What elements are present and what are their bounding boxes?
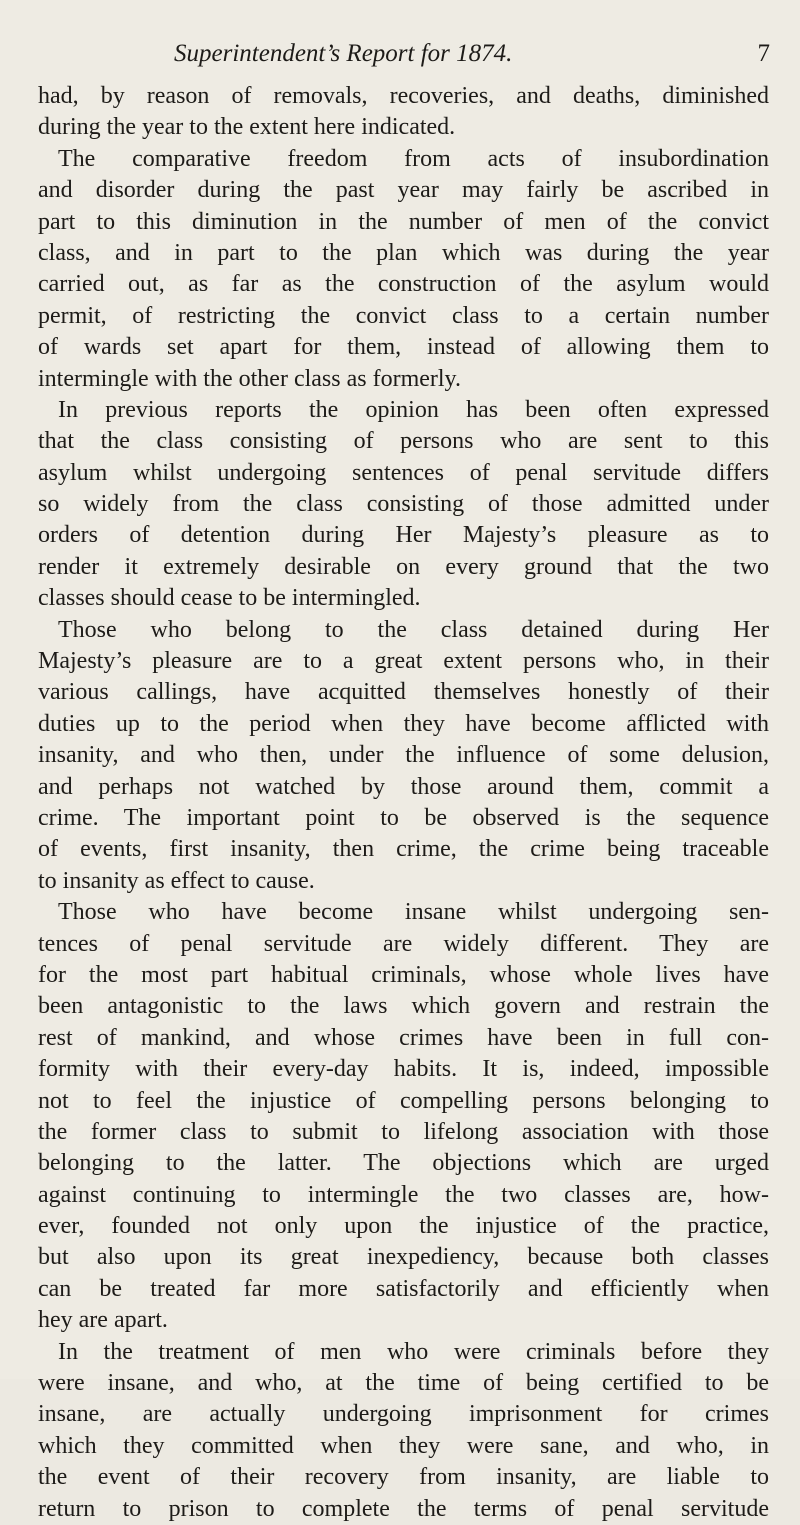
text-line: formity with their every-day habits. It is, indeed, impossible [38,1056,769,1083]
text-line: against continuing to intermingle the two classes are, how- [38,1181,769,1208]
running-header [100,34,770,74]
text-line: orders of detention during Her Majesty’s pleasure as to [38,522,769,549]
text-line: been antagonistic to the laws which govern and restrain the [38,993,769,1020]
text-line: ever, founded not only upon the injustice of the practice, [38,1213,769,1240]
text-line: of wards set apart for them, instead of allowing them to [38,334,769,361]
text-line: class, and in part to the plan which was during the year [38,239,769,266]
text-line: the former class to submit to lifelong association with those [38,1118,769,1145]
text-line: In previous reports the opinion has been often expressed [58,396,769,423]
text-line: duties up to the period when they have become afflicted with [38,710,769,737]
text-line: of events, first insanity, then crime, the crime being traceable [38,836,769,863]
running-title: Superintendent’s Report for 1874. [174,40,513,67]
text-line: part to this diminution in the number of men of the convict [38,208,769,235]
text-line: return to prison to complete the terms of penal servitude [38,1495,769,1522]
text-line: intermingle with the other class as formerly. [38,365,461,392]
text-line: that the class consisting of persons who are sent to this [38,428,769,455]
text-line: render it extremely desirable on every ground that the two [38,553,769,580]
text-line: so widely from the class consisting of those admitted under [38,491,769,518]
text-line: had, by reason of removals, recoveries, and deaths, diminished [38,83,769,109]
text-line: carried out, as far as the construction of the asylum would [38,271,769,298]
page-number: 7 [757,40,770,67]
text-line: were insane, and who, at the time of being certified to be [38,1370,769,1397]
text-line: In the treatment of men who were criminals before they [58,1338,769,1365]
text-line: which they committed when they were sane, and who, in [38,1432,769,1459]
text-line: and perhaps not watched by those around them, commit a [38,773,769,800]
text-line: and disorder during the past year may fairly be ascribed in [38,177,769,204]
text-line: Those who have become insane whilst undergoing sen- [58,899,769,926]
text-line: permit, of restricting the convict class to a certain number [38,302,769,329]
text-line: but also upon its great inexpediency, because both classes [38,1244,769,1271]
text-line: insane, are actually undergoing imprisonment for crimes [38,1401,769,1428]
text-line: during the year to the extent here indicated. [38,114,456,141]
text-line: hey are apart. [38,1307,168,1334]
text-line: crime. The important point to be observed is the sequence [38,804,769,831]
text-line: Those who belong to the class detained during Her [58,616,769,643]
text-line: tences of penal servitude are widely different. They are [38,930,769,957]
text-line: the event of their recovery from insanity, are liable to [38,1464,769,1491]
text-line: rest of mankind, and whose crimes have been in full con- [38,1024,769,1051]
text-line: Majesty’s pleasure are to a great extent persons who, in their [38,648,769,675]
text-line: various callings, have acquitted themselves honestly of their [38,679,769,706]
text-line: insanity, and who then, under the influence of some delusion, [38,742,769,769]
text-line: asylum whilst undergoing sentences of penal servitude differs [38,459,769,486]
text-line: The comparative freedom from acts of insubordination [58,145,769,172]
body-text [38,81,769,1525]
text-line: can be treated far more satisfactorily and efficiently when [38,1275,769,1302]
text-line: classes should cease to be intermingled. [38,585,421,612]
text-line: not to feel the injustice of compelling persons belonging to [38,1087,769,1114]
text-line: for the most part habitual criminals, whose whole lives have [38,961,769,988]
text-line: belonging to the latter. The objections which are urged [38,1150,769,1177]
text-line: to insanity as effect to cause. [38,867,315,894]
